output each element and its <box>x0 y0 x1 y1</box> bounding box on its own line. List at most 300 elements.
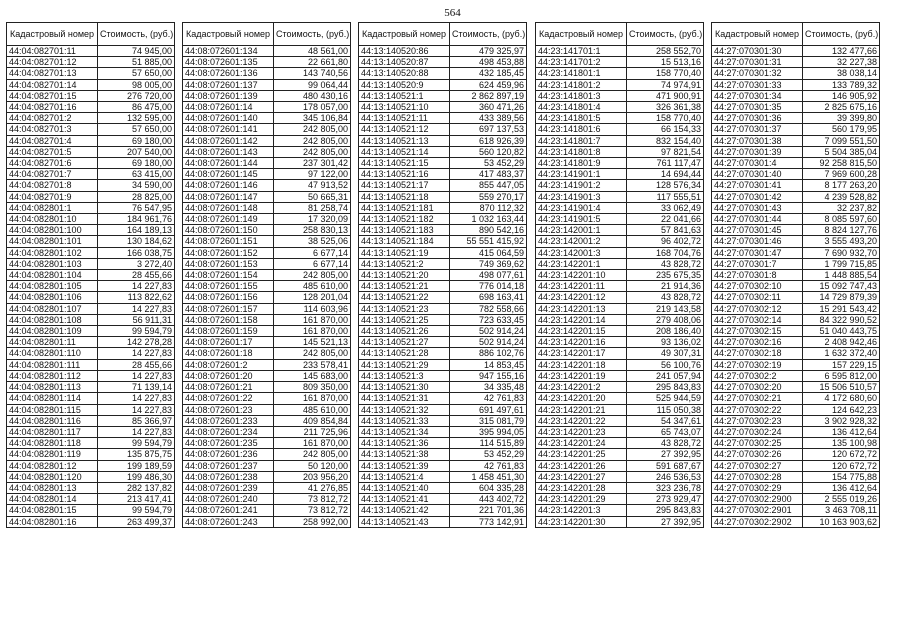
cost-cell: 471 900,91 <box>627 90 704 101</box>
cost-cell: 233 578,41 <box>274 359 351 370</box>
table-row <box>536 314 704 325</box>
header-cost: Стоимость, (руб.) <box>627 23 704 46</box>
cost-cell: 8 085 597,60 <box>803 214 880 225</box>
table-row <box>359 382 527 393</box>
table-row <box>183 382 351 393</box>
cadastral-number-cell: 44:23:142001:3 <box>536 247 627 258</box>
page-number: 564 <box>444 7 461 19</box>
cost-cell: 73 812,72 <box>274 505 351 516</box>
cadastral-number-cell: 44:27:070302:27 <box>712 460 803 471</box>
table-row <box>7 90 175 101</box>
cadastral-number-cell: 44:08:072601:147 <box>183 191 274 202</box>
table-row <box>536 247 704 258</box>
cost-cell: 27 392,95 <box>627 449 704 460</box>
cadastral-number-cell: 44:27:070301:43 <box>712 202 803 213</box>
table-row <box>712 247 880 258</box>
cadastral-number-cell: 44:08:072601:150 <box>183 225 274 236</box>
table-row <box>183 471 351 482</box>
cost-cell: 591 687,67 <box>627 460 704 471</box>
cadastral-number-cell: 44:13:140521:29 <box>359 359 450 370</box>
cost-table <box>358 22 527 528</box>
cost-cell: 242 805,00 <box>274 146 351 157</box>
cost-cell: 242 805,00 <box>274 124 351 135</box>
cost-cell: 47 913,52 <box>274 180 351 191</box>
cost-cell: 4 172 680,60 <box>803 393 880 404</box>
cadastral-number-cell: 44:13:140521:38 <box>359 449 450 460</box>
cost-cell: 323 236,78 <box>627 482 704 493</box>
cadastral-number-cell: 44:13:140521:33 <box>359 415 450 426</box>
cost-cell: 8 824 127,76 <box>803 225 880 236</box>
table-row <box>183 337 351 348</box>
cadastral-number-cell: 44:04:082801:16 <box>7 516 98 527</box>
cost-cell: 199 486,30 <box>98 471 175 482</box>
cost-cell: 4 239 528,82 <box>803 191 880 202</box>
cost-cell: 263 499,37 <box>98 516 175 527</box>
cost-cell: 211 725,96 <box>274 426 351 437</box>
cost-cell: 66 154,33 <box>627 124 704 135</box>
table-row <box>712 90 880 101</box>
cost-cell: 164 189,13 <box>98 225 175 236</box>
table-row <box>536 158 704 169</box>
cadastral-number-cell: 44:23:142201:16 <box>536 337 627 348</box>
cadastral-number-cell: 44:04:082801:13 <box>7 482 98 493</box>
table-row <box>183 415 351 426</box>
table-row <box>536 516 704 527</box>
table-row <box>7 482 175 493</box>
cost-cell: 14 227,83 <box>98 281 175 292</box>
cadastral-number-cell: 44:27:070302:2 <box>712 370 803 381</box>
table-row <box>712 146 880 157</box>
cost-cell: 6 677,14 <box>274 247 351 258</box>
cost-cell: 258 552,70 <box>627 46 704 57</box>
cadastral-number-cell: 44:27:070302:25 <box>712 438 803 449</box>
cost-cell: 39 399,80 <box>803 113 880 124</box>
table-row <box>183 202 351 213</box>
cost-cell: 55 551 415,92 <box>450 236 527 247</box>
cost-cell: 14 853,45 <box>450 359 527 370</box>
cadastral-number-cell: 44:23:142201:13 <box>536 303 627 314</box>
cost-cell: 34 335,48 <box>450 382 527 393</box>
table-row <box>536 191 704 202</box>
cost-cell: 168 704,76 <box>627 247 704 258</box>
cadastral-number-cell: 44:04:082701:13 <box>7 68 98 79</box>
table-row <box>183 303 351 314</box>
cost-cell: 161 870,00 <box>274 326 351 337</box>
cost-cell: 124 642,23 <box>803 404 880 415</box>
cost-cell: 133 789,32 <box>803 79 880 90</box>
cost-cell: 691 497,61 <box>450 404 527 415</box>
table-row <box>183 191 351 202</box>
table-row <box>7 158 175 169</box>
cadastral-number-cell: 44:23:142201:27 <box>536 471 627 482</box>
cadastral-number-cell: 44:04:082701:14 <box>7 79 98 90</box>
cost-cell: 6 677,14 <box>274 258 351 269</box>
table-row <box>359 57 527 68</box>
cost-cell: 135 100,98 <box>803 438 880 449</box>
cadastral-number-cell: 44:04:082801:104 <box>7 270 98 281</box>
cost-cell: 28 825,00 <box>98 191 175 202</box>
cost-cell: 749 369,62 <box>450 258 527 269</box>
cost-cell: 242 805,00 <box>274 449 351 460</box>
cost-cell: 258 992,00 <box>274 516 351 527</box>
table-row <box>183 68 351 79</box>
cost-cell: 15 506 510,57 <box>803 382 880 393</box>
cost-cell: 2 862 897,19 <box>450 90 527 101</box>
table-row <box>7 337 175 348</box>
cadastral-number-cell: 44:23:142001:1 <box>536 225 627 236</box>
cadastral-number-cell: 44:04:082701:16 <box>7 102 98 113</box>
cadastral-number-cell: 44:23:142201:17 <box>536 348 627 359</box>
table-row <box>7 102 175 113</box>
cost-cell: 17 320,09 <box>274 214 351 225</box>
cadastral-number-cell: 44:08:072601:20 <box>183 370 274 381</box>
cost-cell: 2 555 019,26 <box>803 494 880 505</box>
cadastral-number-cell: 44:13:140521:13 <box>359 135 450 146</box>
cost-cell: 42 761,83 <box>450 393 527 404</box>
header-cadastral: Кадастровый номер <box>712 23 803 46</box>
table-row <box>536 337 704 348</box>
cadastral-number-cell: 44:13:140521:11 <box>359 113 450 124</box>
cost-cell: 295 843,83 <box>627 505 704 516</box>
cadastral-number-cell: 44:23:142201:3 <box>536 505 627 516</box>
table-row <box>359 135 527 146</box>
table-row <box>183 46 351 57</box>
cost-cell: 161 870,00 <box>274 438 351 449</box>
cadastral-number-cell: 44:13:140520:88 <box>359 68 450 79</box>
table-row <box>183 359 351 370</box>
table-row <box>183 90 351 101</box>
cadastral-number-cell: 44:27:070301:31 <box>712 57 803 68</box>
table-row <box>7 449 175 460</box>
cost-cell: 242 805,00 <box>274 135 351 146</box>
table-column-1 <box>6 22 174 528</box>
cost-cell: 498 077,61 <box>450 270 527 281</box>
table-row <box>7 258 175 269</box>
table-row <box>7 393 175 404</box>
cadastral-number-cell: 44:27:070301:4 <box>712 158 803 169</box>
cadastral-number-cell: 44:27:070301:39 <box>712 146 803 157</box>
table-row <box>536 281 704 292</box>
table-row <box>712 348 880 359</box>
cost-cell: 395 994,05 <box>450 426 527 437</box>
table-row <box>359 348 527 359</box>
table-row <box>183 370 351 381</box>
cadastral-number-cell: 44:27:070302:15 <box>712 326 803 337</box>
table-row <box>359 516 527 527</box>
cadastral-number-cell: 44:23:142201:14 <box>536 314 627 325</box>
cost-cell: 855 447,05 <box>450 180 527 191</box>
cadastral-number-cell: 44:27:070302:2902 <box>712 516 803 527</box>
cadastral-number-cell: 44:04:082701:11 <box>7 46 98 57</box>
table-header-row <box>536 23 704 46</box>
cadastral-number-cell: 44:04:082701:2 <box>7 113 98 124</box>
cost-cell: 69 180,00 <box>98 135 175 146</box>
cost-cell: 74 974,91 <box>627 79 704 90</box>
cadastral-number-cell: 44:13:140521:31 <box>359 393 450 404</box>
table-row <box>712 370 880 381</box>
cadastral-number-cell: 44:27:070301:41 <box>712 180 803 191</box>
cadastral-number-cell: 44:08:072601:21 <box>183 382 274 393</box>
cost-cell: 50 120,00 <box>274 460 351 471</box>
cadastral-number-cell: 44:13:140520:86 <box>359 46 450 57</box>
cadastral-number-cell: 44:08:072601:156 <box>183 292 274 303</box>
cadastral-number-cell: 44:23:142001:2 <box>536 236 627 247</box>
cost-cell: 14 227,83 <box>98 404 175 415</box>
cadastral-number-cell: 44:27:070301:40 <box>712 169 803 180</box>
table-row <box>536 46 704 57</box>
table-row <box>183 258 351 269</box>
table-row <box>712 505 880 516</box>
cost-cell: 890 542,16 <box>450 225 527 236</box>
cost-cell: 21 914,36 <box>627 281 704 292</box>
cadastral-number-cell: 44:04:082801:106 <box>7 292 98 303</box>
cadastral-number-cell: 44:27:070302:22 <box>712 404 803 415</box>
cadastral-number-cell: 44:23:142201:1 <box>536 258 627 269</box>
header-cost: Стоимость, (руб.) <box>98 23 175 46</box>
table-row <box>712 79 880 90</box>
table-row <box>712 449 880 460</box>
table-row <box>183 404 351 415</box>
cost-cell: 776 014,18 <box>450 281 527 292</box>
cost-cell: 56 100,76 <box>627 359 704 370</box>
cadastral-number-cell: 44:27:070302:23 <box>712 415 803 426</box>
cost-cell: 113 822,62 <box>98 292 175 303</box>
table-row <box>712 202 880 213</box>
cost-cell: 161 870,00 <box>274 393 351 404</box>
table-header-row <box>183 23 351 46</box>
cost-cell: 502 914,24 <box>450 337 527 348</box>
cost-cell: 203 956,20 <box>274 471 351 482</box>
cadastral-number-cell: 44:13:140521:26 <box>359 326 450 337</box>
cost-cell: 761 117,47 <box>627 158 704 169</box>
table-row <box>359 270 527 281</box>
cadastral-number-cell: 44:04:082701:15 <box>7 90 98 101</box>
cost-cell: 34 590,00 <box>98 180 175 191</box>
cadastral-number-cell: 44:27:070302:16 <box>712 337 803 348</box>
cadastral-number-cell: 44:23:141901:3 <box>536 191 627 202</box>
table-column-2 <box>182 22 350 528</box>
table-row <box>359 146 527 157</box>
cost-cell: 32 227,38 <box>803 57 880 68</box>
cadastral-number-cell: 44:13:140521:30 <box>359 382 450 393</box>
cadastral-number-cell: 44:27:070301:30 <box>712 46 803 57</box>
cadastral-number-cell: 44:23:141801:9 <box>536 158 627 169</box>
cost-cell: 154 775,88 <box>803 471 880 482</box>
table-row <box>359 404 527 415</box>
table-row <box>536 482 704 493</box>
cadastral-number-cell: 44:27:070301:38 <box>712 135 803 146</box>
cadastral-number-cell: 44:04:082701:8 <box>7 180 98 191</box>
cost-cell: 22 661,80 <box>274 57 351 68</box>
cost-cell: 99 064,44 <box>274 79 351 90</box>
cost-cell: 27 392,95 <box>627 516 704 527</box>
table-row <box>7 516 175 527</box>
cadastral-number-cell: 44:04:082801:109 <box>7 326 98 337</box>
cadastral-number-cell: 44:08:072601:140 <box>183 113 274 124</box>
table-row <box>183 169 351 180</box>
cadastral-number-cell: 44:27:070302:29 <box>712 482 803 493</box>
table-row <box>7 505 175 516</box>
cost-cell: 345 106,84 <box>274 113 351 124</box>
cadastral-number-cell: 44:27:070301:36 <box>712 113 803 124</box>
cadastral-number-cell: 44:23:142201:18 <box>536 359 627 370</box>
cadastral-number-cell: 44:08:072601:137 <box>183 79 274 90</box>
cost-cell: 3 555 493,20 <box>803 236 880 247</box>
cost-cell: 117 555,51 <box>627 191 704 202</box>
cost-cell: 57 650,00 <box>98 68 175 79</box>
cost-cell: 128 576,34 <box>627 180 704 191</box>
table-row <box>712 438 880 449</box>
table-row <box>712 382 880 393</box>
cadastral-number-cell: 44:08:072601:2 <box>183 359 274 370</box>
cost-cell: 697 137,53 <box>450 124 527 135</box>
table-row <box>7 225 175 236</box>
table-row <box>712 236 880 247</box>
cost-cell: 99 594,79 <box>98 505 175 516</box>
table-row <box>359 359 527 370</box>
cost-cell: 207 540,00 <box>98 146 175 157</box>
table-row <box>183 225 351 236</box>
table-header-row <box>7 23 175 46</box>
table-row <box>536 404 704 415</box>
cost-cell: 624 459,96 <box>450 79 527 90</box>
cadastral-number-cell: 44:27:070301:47 <box>712 247 803 258</box>
cadastral-number-cell: 44:13:140521:42 <box>359 505 450 516</box>
table-row <box>536 113 704 124</box>
cost-cell: 809 350,00 <box>274 382 351 393</box>
cadastral-number-cell: 44:04:082701:4 <box>7 135 98 146</box>
cadastral-number-cell: 44:08:072601:148 <box>183 202 274 213</box>
cost-cell: 502 914,24 <box>450 326 527 337</box>
table-row <box>359 214 527 225</box>
table-row <box>712 460 880 471</box>
cadastral-number-cell: 44:04:082801:108 <box>7 314 98 325</box>
table-row <box>536 292 704 303</box>
cadastral-number-cell: 44:27:070302:11 <box>712 292 803 303</box>
table-row <box>359 247 527 258</box>
cost-cell: 360 471,26 <box>450 102 527 113</box>
table-row <box>7 270 175 281</box>
cost-cell: 81 258,74 <box>274 202 351 213</box>
cost-cell: 57 650,00 <box>98 124 175 135</box>
cost-cell: 96 402,72 <box>627 236 704 247</box>
cadastral-number-cell: 44:08:072601:153 <box>183 258 274 269</box>
cadastral-number-cell: 44:23:142201:30 <box>536 516 627 527</box>
table-row <box>183 449 351 460</box>
table-row <box>536 348 704 359</box>
cost-cell: 136 412,64 <box>803 482 880 493</box>
table-row <box>7 415 175 426</box>
table-row <box>359 415 527 426</box>
cost-cell: 326 361,38 <box>627 102 704 113</box>
cost-cell: 84 322 990,52 <box>803 314 880 325</box>
table-column-5 <box>711 22 879 528</box>
cost-cell: 947 155,16 <box>450 370 527 381</box>
table-row <box>359 102 527 113</box>
table-column-4 <box>535 22 703 528</box>
table-row <box>183 135 351 146</box>
cost-cell: 1 032 163,44 <box>450 214 527 225</box>
table-row <box>183 180 351 191</box>
table-row <box>183 146 351 157</box>
table-row <box>536 426 704 437</box>
cost-table <box>535 22 704 528</box>
cadastral-number-cell: 44:23:141901:4 <box>536 202 627 213</box>
cadastral-number-cell: 44:08:072601:135 <box>183 57 274 68</box>
table-row <box>7 146 175 157</box>
cadastral-number-cell: 44:04:082801:118 <box>7 438 98 449</box>
cost-cell: 3 902 928,32 <box>803 415 880 426</box>
cost-cell: 14 694,44 <box>627 169 704 180</box>
cadastral-number-cell: 44:27:070302:28 <box>712 471 803 482</box>
cost-cell: 1 799 715,85 <box>803 258 880 269</box>
cadastral-number-cell: 44:08:072601:146 <box>183 180 274 191</box>
cost-cell: 53 452,29 <box>450 449 527 460</box>
cadastral-number-cell: 44:23:141801:7 <box>536 135 627 146</box>
cadastral-number-cell: 44:13:140521:32 <box>359 404 450 415</box>
table-row <box>183 482 351 493</box>
table-row <box>183 270 351 281</box>
cadastral-number-cell: 44:13:140521:27 <box>359 337 450 348</box>
table-row <box>359 337 527 348</box>
cadastral-number-cell: 44:23:141801:5 <box>536 113 627 124</box>
table-row <box>536 57 704 68</box>
cost-cell: 443 402,72 <box>450 494 527 505</box>
cost-cell: 870 112,32 <box>450 202 527 213</box>
cost-cell: 3 272,40 <box>98 258 175 269</box>
cadastral-number-cell: 44:13:140521:39 <box>359 460 450 471</box>
table-row <box>359 281 527 292</box>
table-row <box>712 258 880 269</box>
cost-cell: 7 099 551,50 <box>803 135 880 146</box>
table-row <box>712 46 880 57</box>
cadastral-number-cell: 44:08:072601:243 <box>183 516 274 527</box>
cost-cell: 43 828,72 <box>627 438 704 449</box>
table-row <box>536 460 704 471</box>
table-row <box>359 326 527 337</box>
cadastral-number-cell: 44:13:140521:183 <box>359 225 450 236</box>
cadastral-number-cell: 44:08:072601:139 <box>183 90 274 101</box>
cost-cell: 97 122,00 <box>274 169 351 180</box>
table-row <box>7 426 175 437</box>
cadastral-number-cell: 44:04:082801:110 <box>7 348 98 359</box>
cadastral-number-cell: 44:23:142201:29 <box>536 494 627 505</box>
table-row <box>536 505 704 516</box>
table-row <box>183 393 351 404</box>
table-row <box>536 471 704 482</box>
cadastral-number-cell: 44:13:140521:14 <box>359 146 450 157</box>
table-row <box>359 471 527 482</box>
table-row <box>536 146 704 157</box>
cadastral-number-cell: 44:08:072601:149 <box>183 214 274 225</box>
cost-cell: 76 547,95 <box>98 202 175 213</box>
cadastral-number-cell: 44:13:140521:182 <box>359 214 450 225</box>
table-row <box>359 370 527 381</box>
cadastral-number-cell: 44:23:142201:12 <box>536 292 627 303</box>
table-row <box>536 415 704 426</box>
cost-cell: 136 412,64 <box>803 426 880 437</box>
cost-cell: 130 184,62 <box>98 236 175 247</box>
cost-cell: 2 408 942,46 <box>803 337 880 348</box>
cadastral-number-cell: 44:04:082701:7 <box>7 169 98 180</box>
cadastral-number-cell: 44:27:070302:10 <box>712 281 803 292</box>
cost-cell: 279 408,06 <box>627 314 704 325</box>
table-row <box>359 236 527 247</box>
table-row <box>712 68 880 79</box>
cost-cell: 219 143,58 <box>627 303 704 314</box>
cost-cell: 120 672,72 <box>803 449 880 460</box>
cadastral-number-cell: 44:23:141801:6 <box>536 124 627 135</box>
